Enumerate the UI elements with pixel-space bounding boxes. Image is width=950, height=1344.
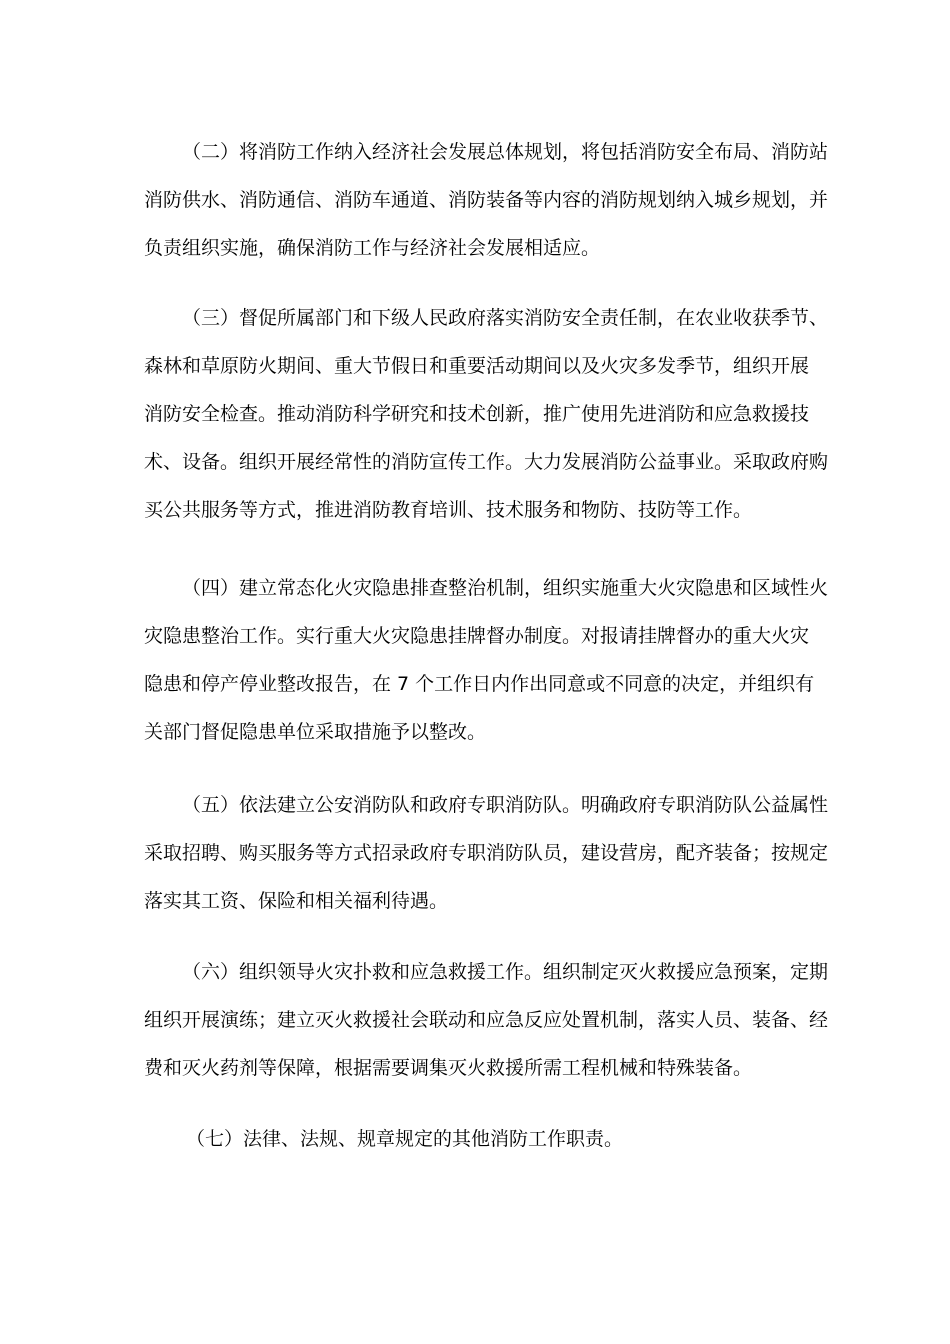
- paragraph-5: [144, 781, 829, 925]
- paragraph-line: （五）依法建立公安消防队和政府专职消防队。明确政府专职消防队公益属性: [182, 794, 829, 816]
- paragraph-line: （二）将消防工作纳入经济社会发展总体规划，将包括消防安全布局、消防站: [182, 141, 829, 163]
- paragraph-line: 买公共服务等方式，推进消防教育培训、技术服务和物防、技防等工作。: [144, 499, 753, 521]
- paragraph-6: [144, 948, 829, 1092]
- paragraph-line: （四）建立常态化火灾隐患排查整治机制，组织实施重大火灾隐患和区域性火: [182, 577, 829, 599]
- paragraph-line: 费和灭火药剂等保障，根据需要调集灭火救援所需工程机械和特殊装备。: [144, 1057, 753, 1079]
- paragraph-line: （三）督促所属部门和下级人民政府落实消防安全责任制，在农业收获季节、: [182, 307, 829, 329]
- paragraph-line: 消防安全检查。推动消防科学研究和技术创新，推广使用先进消防和应急救援技: [144, 403, 810, 425]
- paragraph-line: 灾隐患整治工作。实行重大火灾隐患挂牌督办制度。对报请挂牌督办的重大火灾: [144, 625, 810, 647]
- paragraph-line: 组织开展演练；建立灭火救援社会联动和应急反应处置机制，落实人员、装备、经: [144, 1009, 829, 1031]
- paragraph-line: 落实其工资、保险和相关福利待遇。: [144, 890, 449, 912]
- paragraph-2: [144, 128, 829, 272]
- paragraph-line: 消防供水、消防通信、消防车通道、消防装备等内容的消防规划纳入城乡规划，并: [144, 189, 829, 211]
- paragraph-line: 采取招聘、购买服务等方式招录政府专职消防队员，建设营房，配齐装备；按规定: [144, 842, 829, 864]
- paragraph-line: 隐患和停产停业整改报告，在 7 个工作日内作出同意或不同意的决定，并组织有: [144, 673, 815, 695]
- paragraph-line: 负责组织实施，确保消防工作与经济社会发展相适应。: [144, 237, 601, 259]
- paragraph-4: [144, 564, 829, 756]
- paragraph-line: （七）法律、法规、规章规定的其他消防工作职责。: [186, 1128, 624, 1150]
- paragraph-line: 森林和草原防火期间、重大节假日和重要活动期间以及火灾多发季节，组织开展: [144, 355, 810, 377]
- paragraph-line: 术、设备。组织开展经常性的消防宣传工作。大力发展消防公益事业。采取政府购: [144, 451, 829, 473]
- paragraph-7: [144, 1115, 808, 1163]
- paragraph-3: [144, 294, 829, 534]
- paragraph-line: 关部门督促隐患单位采取措施予以整改。: [144, 721, 487, 743]
- paragraph-line: （六）组织领导火灾扑救和应急救援工作。组织制定灭火救援应急预案，定期: [182, 961, 829, 983]
